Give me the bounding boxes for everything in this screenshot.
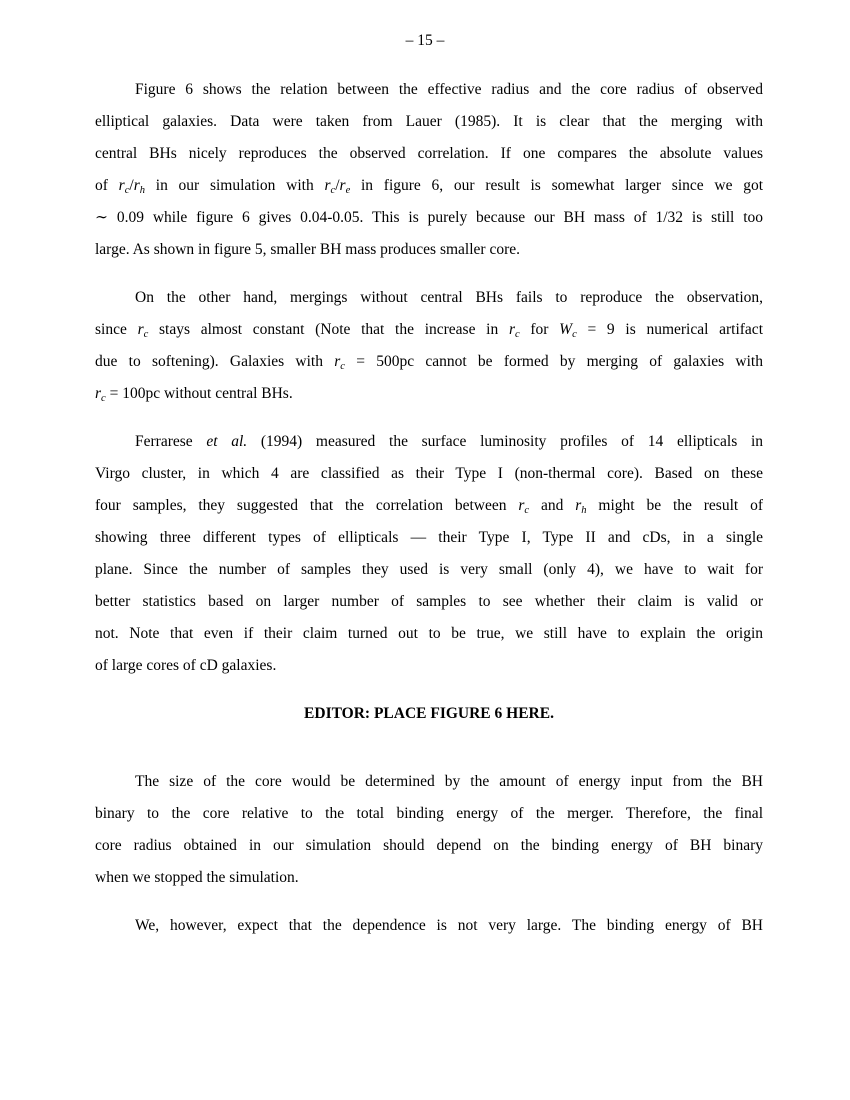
paragraph (95, 282, 763, 410)
text-line: large. As shown in figure 5, smaller BH mass produces smaller core. (95, 241, 521, 258)
math-italic: r (324, 177, 331, 194)
text-line: $r_c = 100pc$ without central BHs. (95, 385, 293, 404)
math-italic: r (133, 177, 140, 194)
math-subscript: c (330, 184, 336, 196)
math-subscript: c (101, 392, 106, 404)
math-subscript: e (345, 184, 351, 196)
math-italic: r (339, 177, 346, 194)
math-subscript: c (572, 328, 577, 340)
text-line: ∼ 0.09 while figure 6 gives 0.04-0.05. This is purely because our BH mass of 1/32 is still too (95, 209, 763, 226)
math-subscript: c (524, 504, 530, 516)
text-line: since $r_c$ stays almost constant (Note that the increase in $r_c$ for $W_c = 9$ is numerical artifact (95, 321, 763, 340)
editor-note: EDITOR: PLACE FIGURE 6 HERE. (304, 705, 554, 722)
text-line: The size of the core would be determined by the amount of energy input from the BH (135, 773, 763, 790)
text-line: central BHs nicely reproduces the observed correlation. If one compares the absolute values (95, 145, 763, 162)
math-italic: et al. (206, 433, 248, 450)
text-line: not. Note that even if their claim turned out to be true, we still have to explain the origin (95, 625, 763, 642)
math-italic: r (518, 497, 525, 514)
paragraph (95, 426, 763, 682)
math-italic: r (118, 177, 125, 194)
math-subscript: c (514, 328, 520, 340)
math-italic: r (508, 321, 515, 338)
text-line: of $r_c/r_h$ in our simulation with $r_c/r_e$ in figure 6, our result is somewhat larger since we got (95, 177, 763, 196)
math-subscript: c (340, 360, 345, 372)
text-line: Ferrarese et al. (1994) measured the surface luminosity profiles of 14 ellipticals in (135, 433, 763, 450)
math-italic: r (334, 353, 341, 370)
math-italic: r (575, 497, 582, 514)
text-line: when we stopped the simulation. (95, 869, 299, 886)
math-italic: W (559, 321, 573, 338)
paragraph (95, 766, 763, 894)
math-subscript: c (124, 184, 130, 196)
text-line: We, however, expect that the dependence is not very large. The binding energy of BH (135, 917, 763, 934)
math-italic: r (95, 385, 102, 402)
math-subscript: c (143, 328, 149, 340)
text-line: better statistics based on larger number of samples to see whether their claim is valid or (95, 593, 763, 610)
paragraph (95, 74, 763, 266)
text-line: Virgo cluster, in which 4 are classified as their Type I (non-thermal core). Based on these (95, 465, 763, 482)
page-number: – 15 – (405, 32, 445, 49)
text-line: four samples, they suggested that the correlation between $r_c$ and $r_h$ might be the result of (95, 497, 763, 516)
text-block (95, 74, 763, 958)
math-italic: r (137, 321, 144, 338)
text-line: due to softening). Galaxies with $r_c = 500pc$ cannot be formed by merging of galaxies with (95, 353, 763, 372)
text-line: plane. Since the number of samples they used is very small (only 4), we have to wait for (95, 561, 763, 578)
math-subscript: h (139, 184, 146, 196)
paragraph (95, 910, 763, 942)
math-subscript: h (581, 504, 587, 516)
text-line: On the other hand, mergings without central BHs fails to reproduce the observation, (135, 289, 763, 306)
text-line: Figure 6 shows the relation between the effective radius and the core radius of observed (135, 81, 763, 98)
text-line: binary to the core relative to the total binding energy of the merger. Therefore, the final (95, 805, 763, 822)
text-line: elliptical galaxies. Data were taken from Lauer (1985). It is clear that the merging with (95, 113, 763, 130)
text-line: core radius obtained in our simulation should depend on the binding energy of BH binary (95, 837, 763, 854)
text-line: showing three different types of ellipticals — their Type I, Type II and cDs, in a single (95, 529, 763, 546)
text-line: of large cores of cD galaxies. (95, 657, 277, 674)
